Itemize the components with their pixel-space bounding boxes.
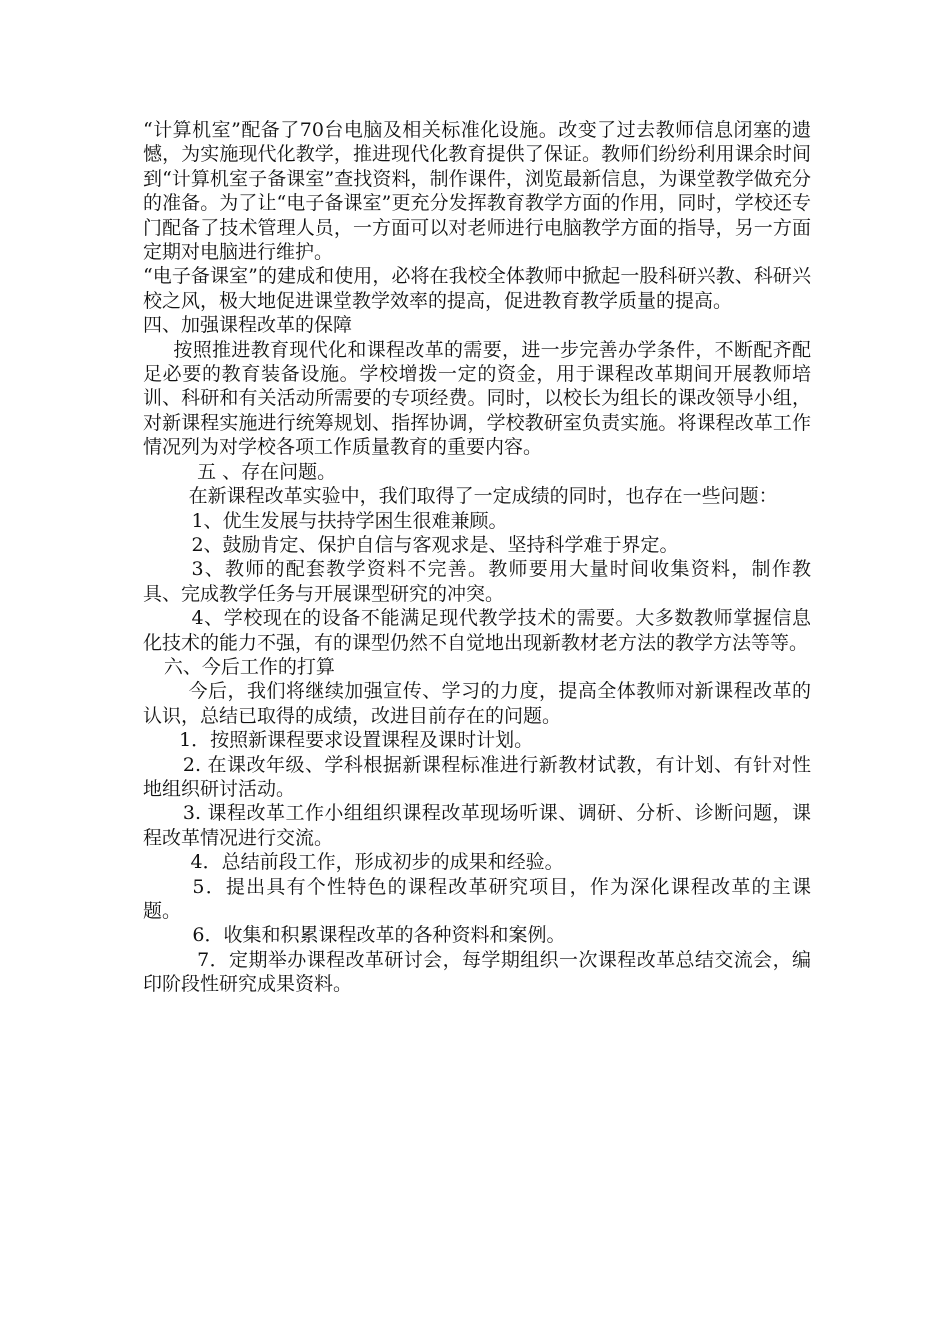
- section-heading-4: 四、加强课程改革的保障: [143, 314, 353, 337]
- problem-item-4: 4、学校现在的设备不能满足现代教学技术的需要。大多数教师掌握信息化技术的能力不强，有的课型仍然不自觉地出现新教材老方法的教学方法等等。: [143, 607, 811, 654]
- paragraph-e-prep-room: “电子备课室”的建成和使用，必将在我校全体教师中掀起一股科研兴教、科研兴校之风，极大地促进课堂教学效率的提高，促进教育教学质量的提高。: [143, 265, 811, 312]
- paragraph-problems-intro: 在新课程改革实验中，我们取得了一定成绩的同时，也存在一些问题：: [188, 485, 778, 508]
- plan-item-7: 7．定期举办课程改革研讨会，每学期组织一次课程改革总结交流会，编印阶段性研究成果资料。: [143, 948, 811, 996]
- document-body: [143, 118, 811, 997]
- plan-item-2: 2. 在课改年级、学科根据新课程标准进行新教材试教，有计划、有针对性地组织研讨活动。: [143, 753, 811, 800]
- paragraph-guarantee: 按照推进教育现代化和课程改革的需要，进一步完善办学条件，不断配齐配足必要的教育装备设施。学校增拨一定的资金，用于课程改革期间开展教师培训、科研和有关活动所需要的专项经费。同时，以校长为组长的课改领导小组，对新课程实施进行统筹规划、指挥协调，学校教研室负责实施。将课程改革工作情况列为对学校各项工作质量教育的重要内容。: [143, 338, 811, 459]
- paragraph-future-intro: 今后，我们将继续加强宣传、学习的力度，提高全体教师对新课程改革的认识，总结已取得的成绩，改进目前存在的问题。: [143, 680, 811, 727]
- plan-item-5: 5．提出具有个性特色的课程改革研究项目，作为深化课程改革的主课题。: [143, 875, 811, 922]
- section-heading-5: 五 、存在问题。: [197, 460, 337, 483]
- problem-item-3: 3、教师的配套教学资料不完善。教师要用大量时间收集资料，制作教具、完成教学任务与开展课型研究的冲突。: [143, 558, 811, 605]
- plan-item-3: 3. 课程改革工作小组组织课程改革现场听课、调研、分析、诊断问题，课程改革情况进行交流。: [143, 802, 811, 849]
- plan-item-6: 6．收集和积累课程改革的各种资料和案例。: [192, 924, 566, 947]
- paragraph-computer-room: “计算机室”配备了70台电脑及相关标准化设施。改变了过去教师信息闭塞的遗憾，为实施现代化教学，推进现代化教育提供了保证。教师们纷纷利用课余时间到“计算机室子备课室”查找资料，制作课件，浏览最新信息，为课堂教学做充分的准备。为了让“电子备课室”更充分发挥教育教学方面的作用，同时，学校还专门配备了技术管理人员，一方面可以对老师进行电脑教学方面的指导，另一方面定期对电脑进行维护。: [143, 119, 811, 264]
- problem-item-1: 1、优生发展与扶持学困生很难兼顾。: [191, 509, 508, 532]
- problem-item-2: 2、鼓励肯定、保护自信与客观求是、坚持科学难于界定。: [191, 533, 679, 556]
- plan-item-1: 1．按照新课程要求设置课程及课时计划。: [179, 729, 534, 752]
- section-heading-6: 六、今后工作的打算: [163, 655, 335, 678]
- plan-item-4: 4．总结前段工作，形成初步的成果和经验。: [190, 851, 564, 874]
